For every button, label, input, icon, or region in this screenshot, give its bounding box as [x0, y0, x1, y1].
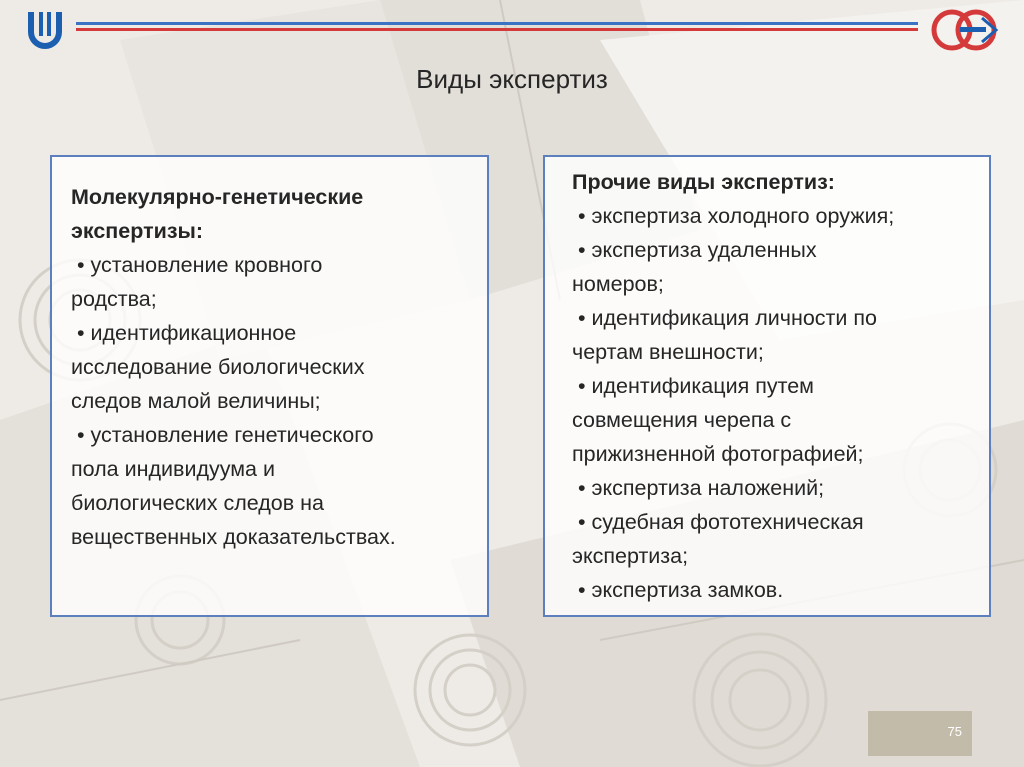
university-logo-icon — [24, 8, 66, 50]
list-item: следов малой величины; — [71, 389, 321, 413]
page-number: 75 — [947, 724, 962, 739]
header-line-blue — [76, 22, 918, 25]
page-number-box — [868, 711, 972, 756]
list-item: родства; — [71, 287, 157, 311]
panel-heading-line: Молекулярно-генетические — [71, 185, 364, 209]
other-expertise-panel — [543, 155, 991, 617]
list-item: • экспертиза холодного оружия; — [572, 204, 895, 228]
list-item: • установление генетического — [71, 423, 374, 447]
list-item: вещественных доказательствах. — [71, 525, 396, 549]
list-item: пола индивидуума и — [71, 457, 275, 481]
slide-title: Виды экспертиз — [416, 64, 608, 94]
header-decoration-lines — [76, 22, 918, 36]
list-item: • идентификация личности по — [572, 306, 877, 330]
list-item: чертам внешности; — [572, 340, 764, 364]
list-item: • экспертиза замков. — [572, 578, 784, 602]
list-item: исследование биологических — [71, 355, 365, 379]
list-item: • судебная фототехническая — [572, 510, 864, 534]
panel-heading — [71, 180, 471, 248]
panel-heading: Прочие виды экспертиз: — [572, 170, 835, 194]
list-item: прижизненной фотографией; — [572, 442, 864, 466]
list-item: • экспертиза наложений; — [572, 476, 825, 500]
list-item: • идентификация путем — [572, 374, 814, 398]
list-item: • установление кровного — [71, 253, 323, 277]
panel-heading-line: экспертизы: — [71, 219, 204, 243]
list-item: совмещения черепа с — [572, 408, 792, 432]
list-item: номеров; — [572, 272, 664, 296]
molecular-genetic-panel — [50, 155, 489, 617]
list-item: биологических следов на — [71, 491, 324, 515]
header-line-red — [76, 28, 918, 31]
list-item: • экспертиза удаленных — [572, 238, 817, 262]
emblem-logo-icon — [930, 8, 1000, 52]
list-item: • идентификационное — [71, 321, 297, 345]
list-item: экспертиза; — [572, 544, 689, 568]
